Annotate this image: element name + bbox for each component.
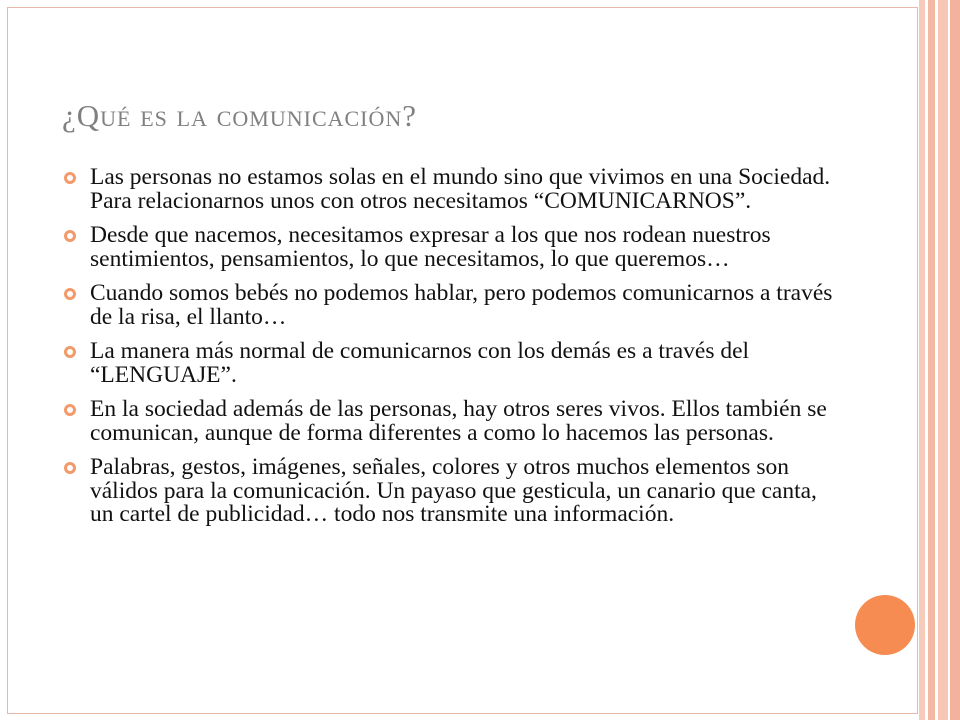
ring-bullet-icon bbox=[64, 346, 76, 358]
ring-bullet-icon bbox=[64, 404, 76, 416]
bullet-text: Las personas no estamos solas en el mundo sino que vivimos en una Sociedad. Para relacionarnos unos con otros necesitamos “COMUNICARNOS”. bbox=[90, 164, 831, 214]
decorative-stripe bbox=[928, 0, 935, 720]
slide-title: ¿Qué es la comunicación? bbox=[62, 98, 418, 133]
ring-bullet-icon bbox=[64, 462, 76, 474]
bullet-text: Palabras, gestos, imágenes, señales, colores y otros muchos elementos son válidos para la comunicación. Un payaso que gesticula, un canario que canta, un cartel de publicidad… todo nos transmite una información. bbox=[90, 454, 817, 527]
decorative-stripe bbox=[950, 0, 960, 720]
bullet-list bbox=[64, 166, 834, 538]
bullet-item bbox=[64, 456, 834, 527]
ring-bullet-icon bbox=[64, 230, 76, 242]
bullet-item bbox=[64, 282, 834, 329]
ring-bullet-icon bbox=[64, 172, 76, 184]
bullet-text: Desde que nacemos, necesitamos expresar a los que nos rodean nuestros sentimientos, pensamientos, lo que necesitamos, lo que queremos… bbox=[90, 222, 771, 272]
ring-bullet-icon bbox=[64, 288, 76, 300]
bullet-item bbox=[64, 340, 834, 387]
bullet-item bbox=[64, 166, 834, 213]
decorative-stripe bbox=[938, 0, 948, 720]
bullet-text: En la sociedad además de las personas, hay otros seres vivos. Ellos también se comunican, aunque de forma diferentes a como lo hacemos las personas. bbox=[90, 396, 827, 446]
bullet-item bbox=[64, 398, 834, 445]
bullet-item bbox=[64, 224, 834, 271]
decorative-circle bbox=[855, 595, 915, 655]
bullet-text: La manera más normal de comunicarnos con los demás es a través del “LENGUAJE”. bbox=[90, 338, 750, 388]
bullet-text: Cuando somos bebés no podemos hablar, pero podemos comunicarnos a través de la risa, el llanto… bbox=[90, 280, 833, 330]
